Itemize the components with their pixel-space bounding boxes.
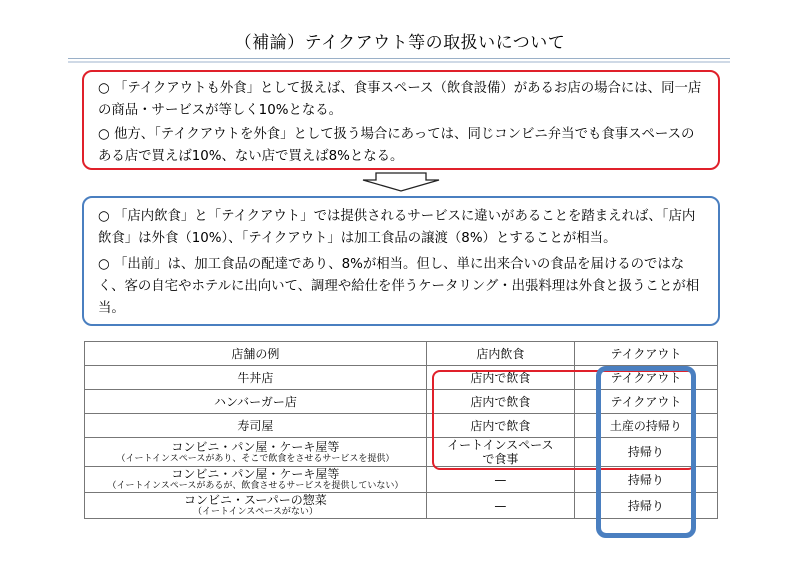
store-cell [85,467,427,493]
header-takeout: テイクアウト [574,342,717,366]
table-row [85,467,718,493]
takeout-cell: テイクアウト [574,390,717,414]
takeout-cell: 持帰り [574,493,717,519]
store-name: ハンバーガー店 [85,390,427,414]
conclusion-box [82,196,720,326]
store-name: 牛丼店 [85,366,427,390]
store-name: 寿司屋 [85,414,427,438]
header-dine-in: 店内飲食 [426,342,574,366]
table-row [85,390,718,414]
conclusion-item-2: ○ 「出前」は、加工食品の配達であり、8%が相当。但し、単に出来合いの食品を届けるのではなく、客の自宅やホテルに出向いて、調理や給仕を伴うケータリング・出張料理は外食と扱うことが相当。 [98,257,700,316]
down-arrow-icon [362,172,440,192]
table-row [85,366,718,390]
takeout-cell: 持帰り [574,467,717,493]
store-cell [85,493,427,519]
table-row [85,438,718,467]
dine-in-cell: — [426,467,574,493]
table-row [85,414,718,438]
store-cell [85,438,427,467]
dine-in-cell: 店内で飲食 [426,390,574,414]
dine-in-cell: — [426,493,574,519]
dine-in-cell: 店内で飲食 [426,414,574,438]
page-title: （補論）テイクアウト等の取扱いについて [234,33,566,53]
title-underline [68,58,730,59]
store-name: コンビニ・パン屋・ケーキ屋等 [171,439,340,454]
title-underline-shadow [68,61,730,63]
store-note: （イートインスペースがあり、そこで飲食をさせるサービスを提供） [116,453,395,464]
takeout-cell: 土産の持帰り [574,414,717,438]
table-header-row [85,342,718,366]
current-item-2: ○ 他方、「テイクアウトを外食」として扱う場合にあっては、同じコンビニ弁当でも食事スペースのある店で買えば10%、ない店で買えば8%となる。 [98,127,695,164]
current-treatment-box [82,70,720,170]
dine-in-cell: 店内で飲食 [426,366,574,390]
table-row [85,493,718,519]
header-store: 店舗の例 [85,342,427,366]
current-item-1: ○ 「テイクアウトも外食」として扱えば、食事スペース（飲食設備）があるお店の場合には、同一店の商品・サービスが等しく10%となる。 [98,81,702,118]
takeout-cell: テイクアウト [574,366,717,390]
store-examples-table [84,341,718,519]
takeout-cell: 持帰り [574,438,717,467]
store-name: コンビニ・スーパーの惣菜 [184,493,327,507]
dine-in-cell: イートインスペース で食事 [426,438,574,467]
store-note: （イートインスペースがあるが、飲食させるサービスを提供していない） [107,481,404,491]
conclusion-item-1: ○ 「店内飲食」と「テイクアウト」では提供されるサービスに違いがあることを踏まえれば、「店内飲食」は外食（10%）、「テイクアウト」は加工食品の譲渡（8%）とすることが相当。 [98,209,696,246]
store-name: コンビニ・パン屋・ケーキ屋等 [171,467,340,481]
store-note: （イートインスペースがない） [192,507,318,517]
